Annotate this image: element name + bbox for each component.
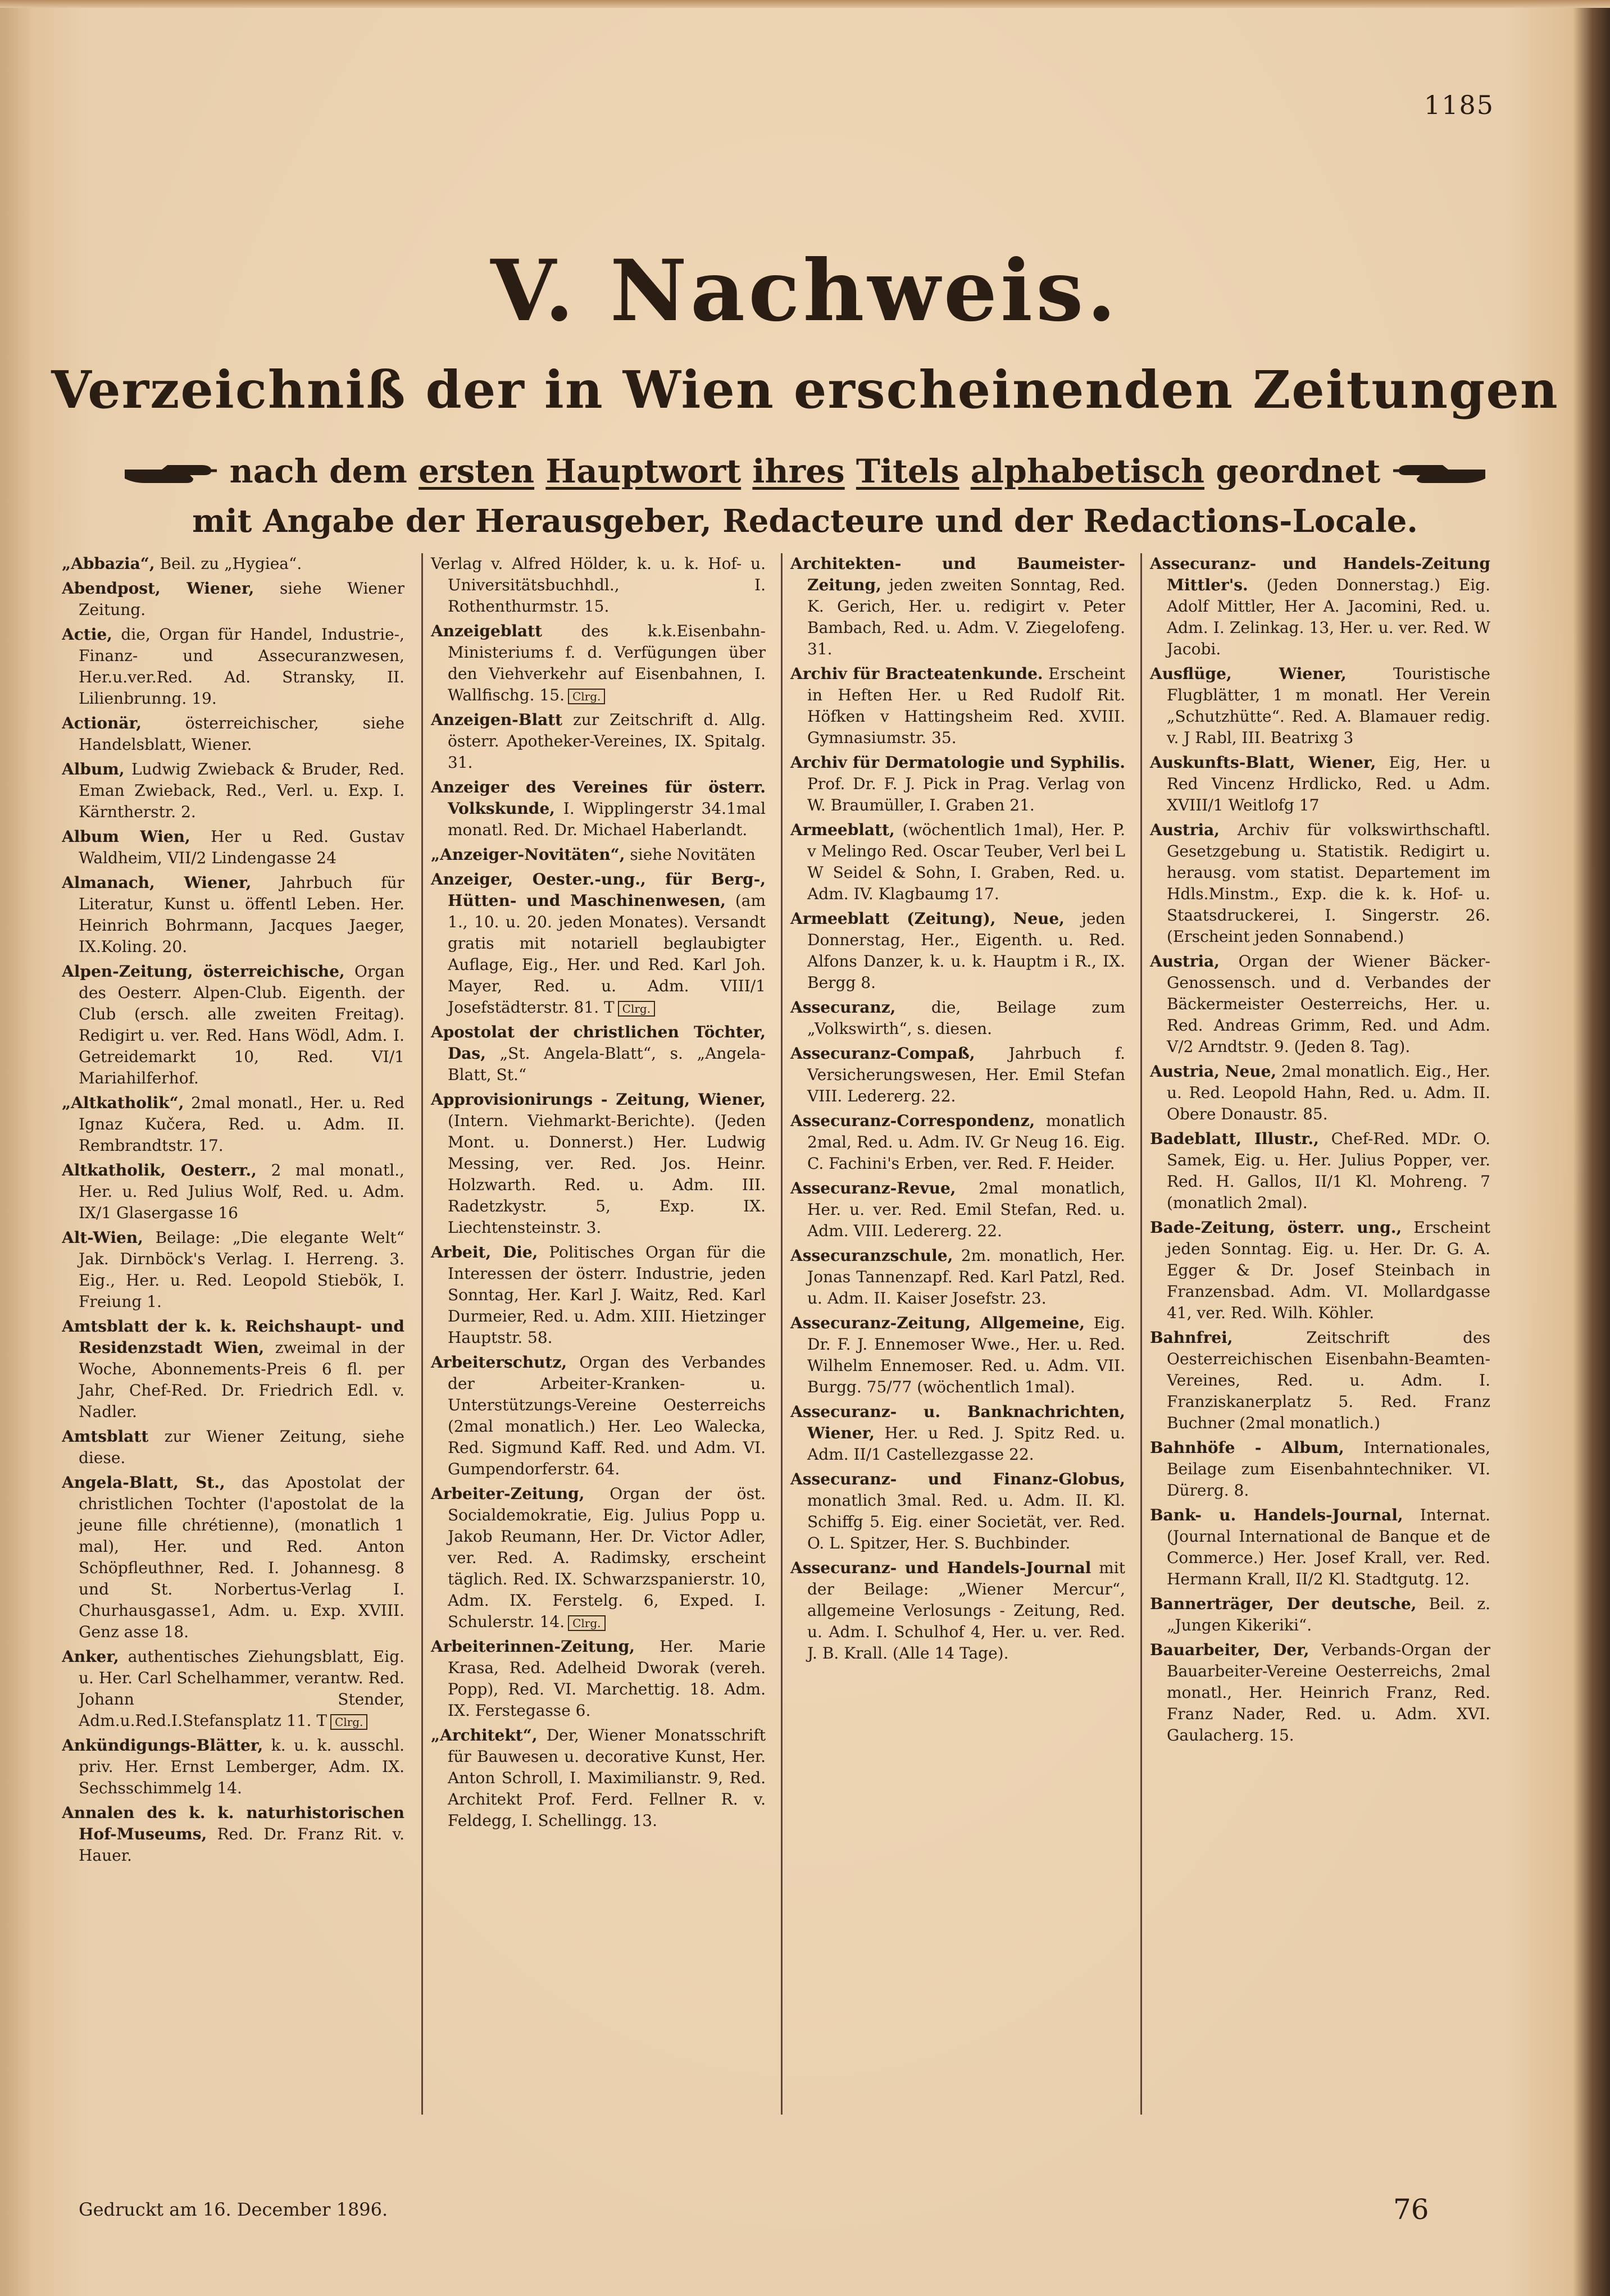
entry-text: Her. u Red. J. Spitz Red. u. Adm. II/1 Castellezgasse 22. xyxy=(807,1424,1125,1464)
entry-heading: Arbeiter-Zeitung, xyxy=(431,1484,585,1503)
directory-entry xyxy=(431,553,766,617)
entry-heading: Angela-Blatt, St., xyxy=(62,1473,225,1492)
directory-entry xyxy=(790,819,1125,905)
entry-heading: Alt-Wien, xyxy=(62,1228,143,1247)
entry-text: Internationales, Beilage zum Eisenbahntechniker. VI. Dürerg. 8. xyxy=(1167,1438,1490,1500)
entry-heading: Badeblatt, Illustr., xyxy=(1150,1129,1319,1148)
entry-text: Verlag v. Alfred Hölder, k. u. k. Hof- u. Universitätsbuchhdl., I. Rothenthurmstr. 15. xyxy=(431,554,766,616)
entry-heading: Assecuranz- und Handels-Zeitung Mittler's. xyxy=(1150,554,1490,594)
entry-text: Organ der Wiener Bäcker-Genossensch. und d. Verbandes der Bäckermeister Oesterreichs, Her. u. Red. Andreas Grimm, Red. und Adm. V/2 Arndtstr. 9. (Jeden 8. Tag). xyxy=(1167,952,1490,1056)
entry-text: 2 mal monatl., Her. u. Red Julius Wolf, Red. u. Adm. IX/1 Glasergasse 16 xyxy=(79,1161,404,1222)
entry-text: zur Zeitschrift d. Allg. österr. Apotheker-Vereines, IX. Spitalg. 31. xyxy=(448,710,766,772)
entry-text: Politisches Organ für die Interessen der österr. Industrie, jeden Sonntag, Her. Karl J. Waitz, Red. Karl Durmeier, Red. u. Adm. XIII. Hietzinger Hauptstr. 58. xyxy=(448,1243,766,1347)
entry-heading: „Architekt“, xyxy=(431,1726,538,1744)
directory-entry xyxy=(790,908,1125,994)
entry-heading: Assecuranzschule, xyxy=(790,1246,953,1265)
directory-entry xyxy=(790,1245,1125,1309)
directory-entry xyxy=(431,1483,766,1633)
directory-entry xyxy=(62,1092,404,1156)
directory-entry xyxy=(790,1401,1125,1465)
entry-text: siehe Wiener Zeitung. xyxy=(79,579,404,619)
entry-text: Chef-Red. MDr. O. Samek, Eig. u. Her. Julius Popper, ver. Red. H. Gallos, II/1 Kl. Mohreng. 7 (monatlich 2mal). xyxy=(1167,1129,1490,1212)
page-edge xyxy=(0,0,1610,8)
directory-entry xyxy=(1150,819,1490,947)
directory-entry xyxy=(790,752,1125,816)
entry-text: I. Wipplingerstr 34.1mal monatl. Red. Dr. Michael Haberlandt. xyxy=(448,799,766,839)
directory-entry xyxy=(431,1242,766,1349)
entry-text: Ludwig Zwieback & Bruder, Red. Eman Zwieback, Red., Verl. u. Exp. I. Kärntherstr. 2. xyxy=(79,760,404,821)
entry-text: Zeitschrift des Oesterreichischen Eisenbahn-Beamten-Vereines, Red. u. Adm. I. Franziskanerplatz 5. Red. Franz Buchner (2mal monatlich.) xyxy=(1167,1328,1490,1432)
order-suffix: geordnet xyxy=(1216,452,1381,490)
entry-text: Prof. Dr. F. J. Pick in Prag. Verlag von W. Braumüller, I. Graben 21. xyxy=(807,775,1125,814)
directory-entry xyxy=(431,1636,766,1721)
entry-text: Internat. (Journal International de Banque et de Commerce.) Her. Josef Krall, ver. Red. Hermann Krall, II/2 Kl. Stadtgutg. 12. xyxy=(1167,1506,1490,1588)
entry-heading: Album Wien, xyxy=(62,827,190,846)
order-word-5: alphabetisch xyxy=(970,452,1205,490)
entry-heading: Anzeiger des Vereines für österr. Volkskunde, xyxy=(431,778,766,818)
entry-heading: Architekten- und Baumeister-Zeitung, xyxy=(790,554,1125,594)
directory-entry xyxy=(1150,1217,1490,1324)
directory-entry xyxy=(62,759,404,823)
entry-text: Eig, Her. u Red Vincenz Hrdlicko, Red. u Adm. XVIII/1 Weitlofg 17 xyxy=(1167,753,1490,814)
entry-text: monatlich 3mal. Red. u. Adm. II. Kl. Schiffg 5. Eig. einer Societät, ver. Red. O. L. Spitzer, Her. S. Buchbinder. xyxy=(807,1491,1125,1552)
entry-heading: Arbeit, Die, xyxy=(431,1243,538,1261)
order-word-2: Hauptwort xyxy=(545,452,742,490)
entry-heading: Assecuranz- und Finanz-Globus, xyxy=(790,1470,1125,1488)
directory-entry xyxy=(790,1110,1125,1174)
directory-entry xyxy=(431,1022,766,1086)
directory-entry xyxy=(1150,1639,1490,1746)
directory-entry xyxy=(431,709,766,773)
directory-entry xyxy=(62,1802,404,1866)
directory-entry xyxy=(62,553,404,575)
entry-heading: Ankündigungs-Blätter, xyxy=(62,1736,263,1755)
entry-text: 2mal monatlich, Her. u. ver. Red. Emil Stefan, Red. u. Adm. VIII. Ledererg. 22. xyxy=(807,1179,1125,1240)
directory-entry xyxy=(790,1313,1125,1398)
directory-entry xyxy=(62,624,404,709)
entry-heading: Approvisionirungs - Zeitung, Wiener, xyxy=(431,1090,766,1109)
directory-entry xyxy=(62,1646,404,1732)
sheet-number: 76 xyxy=(1393,2193,1429,2226)
directory-entry xyxy=(790,1178,1125,1242)
directory-entry xyxy=(62,713,404,755)
entry-text: siehe Novitäten xyxy=(625,845,756,864)
entry-text: Beil. zu „Hygiea“. xyxy=(154,554,302,573)
entry-text: Organ der öst. Socialdemokratie, Eig. Julius Popp u. Jakob Reumann, Her. Dr. Victor Adler, ver. Red. A. Radimsky, erscheint täglich. Red. IX. Schwarzspanierstr. 10, Adm. IX. Ferstelg. 6, Exped. I. Schulerstr. 14. xyxy=(448,1484,766,1631)
directory-entry xyxy=(1150,663,1490,749)
entry-text: zweimal in der Woche, Abonnements-Preis 6 fl. per Jahr, Chef-Red. Dr. Friedrich Edl. v. Nadler. xyxy=(79,1338,404,1421)
directory-entry xyxy=(1150,1128,1490,1214)
directory-entry xyxy=(62,1227,404,1313)
entry-heading: Austria, xyxy=(1150,821,1220,839)
directory-entry xyxy=(62,1735,404,1799)
entry-heading: Actie, xyxy=(62,625,112,644)
directory-entry xyxy=(62,1426,404,1469)
directory-entry xyxy=(1150,951,1490,1058)
entry-heading: Assecuranz-Correspondenz, xyxy=(790,1111,1035,1130)
print-date: Gedruckt am 16. December 1896. xyxy=(79,2199,388,2220)
directory-entry xyxy=(431,777,766,841)
entry-heading: Album, xyxy=(62,760,125,778)
order-prefix: nach dem xyxy=(229,452,407,490)
directory-entry xyxy=(790,553,1125,660)
entry-heading: Assecuranz-Compaß, xyxy=(790,1044,975,1063)
entry-text: authentisches Ziehungsblatt, Eig. u. Her. Carl Schelhammer, verantw. Red. Johann Stender, Adm.u.Red.I.Stefansplatz 11. T xyxy=(79,1647,404,1730)
entry-text: zur Wiener Zeitung, siehe diese. xyxy=(79,1427,404,1467)
directory-entry xyxy=(431,844,766,865)
entry-text: Her u Red. Gustav Waldheim, VII/2 Lindengasse 24 xyxy=(79,827,404,867)
entry-heading: Anzeigen-Blatt xyxy=(431,710,563,729)
directory-columns xyxy=(62,553,1489,2115)
entry-heading: Archiv für Dermatologie und Syphilis. xyxy=(790,753,1125,772)
order-word-1: ersten xyxy=(419,452,535,490)
pointing-hand-left-icon xyxy=(1392,462,1488,486)
order-line xyxy=(0,452,1610,490)
directory-entry xyxy=(1150,1505,1490,1590)
directory-entry xyxy=(431,621,766,706)
clrg-badge: Clrg. xyxy=(568,689,605,704)
entry-text: monatlich 2mal, Red. u. Adm. IV. Gr Neug 16. Eig. C. Fachini's Erben, ver. Red. F. Heider. xyxy=(807,1111,1125,1173)
directory-entry xyxy=(1150,1437,1490,1501)
directory-entry xyxy=(1150,752,1490,816)
entry-text: 2mal monatlich. Eig., Her. u. Red. Leopold Hahn, Red. u. Adm. II. Obere Donaustr. 85. xyxy=(1167,1062,1490,1123)
clrg-badge: Clrg. xyxy=(568,1615,605,1631)
entry-heading: Assecuranz- und Handels-Journal xyxy=(790,1559,1091,1577)
entry-heading: Anzeigeblatt xyxy=(431,622,543,640)
entry-heading: Armeeblatt (Zeitung), Neue, xyxy=(790,909,1065,928)
entry-text: jeden zweiten Sonntag, Red. K. Gerich, Her. u. redigirt v. Peter Bambach, Red. u. Adm. V. Ziegelofeng. 31. xyxy=(807,576,1125,658)
entry-text: österreichischer, siehe Handelsblatt, Wiener. xyxy=(79,714,404,754)
entry-text: Jahrbuch für Literatur, Kunst u. öffentl Leben. Her. Heinrich Bohrmann, Jacques Jaeger, IX.Koling. 20. xyxy=(79,873,404,956)
directory-entry xyxy=(62,1472,404,1643)
entry-heading: Alpen-Zeitung, österreichische, xyxy=(62,962,345,981)
entry-text: (Jeden Donnerstag.) Eig. Adolf Mittler, Her A. Jacomini, Red. u. Adm. I. Zelinkag. 13, Her. u. ver. Red. W Jacobi. xyxy=(1167,576,1490,658)
entry-text: 2m. monatlich, Her. Jonas Tannenzapf. Red. Karl Patzl, Red. u. Adm. II. Kaiser Josefstr. 23. xyxy=(807,1246,1125,1308)
entry-heading: Bade-Zeitung, österr. ung., xyxy=(1150,1218,1402,1237)
directory-entry xyxy=(1150,1061,1490,1125)
directory-entry xyxy=(431,1725,766,1832)
entry-text: Organ des Oesterr. Alpen-Club. Eigenth. der Club (ersch. alle zweiten Freitag). Redigirt u. ver. Red. Hans Wödl, Adm. I. Getreidemarkt 10, Red. VI/1 Mariahilferhof. xyxy=(79,962,404,1087)
clrg-badge: Clrg. xyxy=(618,1001,655,1017)
entry-heading: Archiv für Bracteatenkunde. xyxy=(790,664,1043,683)
entry-heading: Assecuranz-Revue, xyxy=(790,1179,956,1197)
entry-heading: Arbeiterschutz, xyxy=(431,1353,567,1372)
entry-text: 2mal monatl., Her. u. Red Ignaz Kučera, Red. u. Adm. II. Rembrandtstr. 17. xyxy=(79,1094,404,1155)
directory-entry xyxy=(431,869,766,1018)
page-subtitle: Verzeichniß der in Wien erscheinenden Zeitungen xyxy=(51,359,1559,420)
entry-heading: Bahnhöfe - Album, xyxy=(1150,1438,1344,1457)
directory-entry xyxy=(431,1089,766,1238)
entry-text: Beil. z. „Jungen Kikeriki“. xyxy=(1167,1595,1490,1634)
entry-text: Touristische Flugblätter, 1 m monatl. Her Verein „Schutzhütte“. Red. A. Blamauer redig. v. J Rabl, III. Beatrixg 3 xyxy=(1167,664,1490,747)
directory-entry xyxy=(1150,1327,1490,1434)
entry-text: Verbands-Organ der Bauarbeiter-Vereine Oesterreichs, 2mal monatl., Her. Heinrich Franz, Red. Franz Nader, Red. u. Adm. XVI. Gaulacherg. 15. xyxy=(1167,1641,1490,1744)
entry-heading: Armeeblatt, xyxy=(790,821,895,839)
entry-heading: „Altkatholik“, xyxy=(62,1094,184,1112)
entry-text: (am 1., 10. u. 20. jeden Monates). Versandt gratis mit notariell beglaubigter Auflage, Eig., Her. und Red. Karl Joh. Mayer, Red. u. Adm. VIII/1 Josefstädterstr. 81. T xyxy=(448,891,766,1017)
entry-heading: Assecuranz, xyxy=(790,998,896,1017)
entry-heading: Actionär, xyxy=(62,714,142,732)
directory-entry xyxy=(1150,1593,1490,1636)
chapter-title: V. Nachweis. xyxy=(490,242,1120,340)
order-word-4: Titels xyxy=(856,452,959,490)
directory-entry xyxy=(790,1469,1125,1554)
entry-heading: Ausflüge, Wiener, xyxy=(1150,664,1347,683)
entry-heading: Austria, Neue, xyxy=(1150,1062,1277,1081)
entry-heading: Amtsblatt xyxy=(62,1427,149,1446)
entry-text: die, Organ für Handel, Industrie-, Finanz- und Assecuranzwesen, Her.u.ver.Red. Ad. Stransky, II. Lilienbrunng. 19. xyxy=(79,625,404,708)
entry-text: Jahrbuch f. Versicherungswesen, Her. Emil Stefan VIII. Ledererg. 22. xyxy=(807,1044,1125,1105)
entry-text: „St. Angela-Blatt“, s. „Angela-Blatt, St.“ xyxy=(448,1044,766,1084)
entry-text: k. u. k. ausschl. priv. Her. Ernst Lemberger, Adm. IX. Sechsschimmelg 14. xyxy=(79,1736,404,1797)
clrg-badge: Clrg. xyxy=(330,1714,367,1730)
entry-heading: „Abbazia“, xyxy=(62,554,155,573)
info-line: mit Angabe der Herausgeber, Redacteure und der Redactions-Locale. xyxy=(192,503,1418,540)
entry-heading: Abendpost, Wiener, xyxy=(62,579,254,598)
directory-entry xyxy=(1150,553,1490,660)
entry-heading: Apostolat der christlichen Töchter, Das, xyxy=(431,1023,766,1063)
entry-text: jeden Donnerstag, Her., Eigenth. u. Red. Alfons Danzer, k. u. k. Hauptm i R., IX. Bergg 8. xyxy=(807,909,1125,992)
pointing-hand-right-icon xyxy=(122,462,218,486)
entry-text: Beilage: „Die elegante Welt“ Jak. Dirnböck's Verlag. I. Herreng. 3. Eig., Her. u. Red. Leopold Stiebök, I. Freiung 1. xyxy=(79,1228,404,1311)
entry-text: des k.k.Eisenbahn-Ministeriums f. d. Verfügungen über den Viehverkehr auf Eisenbahnen, I. Wallfischg. 15. xyxy=(448,622,766,704)
entry-text: Her. Marie Krasa, Red. Adelheid Dworak (vereh. Popp), Red. VI. Marchettig. 18. Adm. IX. Ferstegasse 6. xyxy=(448,1637,766,1720)
entry-heading: Assecuranz-Zeitung, Allgemeine, xyxy=(790,1314,1085,1332)
column-4 xyxy=(1140,553,1490,2115)
directory-entry xyxy=(62,1316,404,1423)
entry-text: Red. Dr. Franz Rit. v. Hauer. xyxy=(79,1825,404,1865)
entry-heading: Assecuranz- u. Banknachrichten, Wiener, xyxy=(790,1402,1125,1442)
entry-text: Eig. Dr. F. J. Ennemoser Wwe., Her. u. Red. Wilhelm Ennemoser. Red. u. Adm. VII. Burgg. 75/77 (wöchentlich 1mal). xyxy=(807,1314,1125,1396)
page-number: 1185 xyxy=(1423,90,1494,120)
entry-heading: Almanach, Wiener, xyxy=(62,873,252,892)
directory-entry xyxy=(62,826,404,869)
directory-entry xyxy=(431,1352,766,1480)
directory-entry xyxy=(790,663,1125,749)
directory-entry xyxy=(790,1043,1125,1107)
directory-entry xyxy=(62,1160,404,1224)
entry-text: die, Beilage zum „Volkswirth“, s. diesen. xyxy=(807,998,1125,1038)
entry-heading: Amtsblatt der k. k. Reichshaupt- und Residenzstadt Wien, xyxy=(62,1317,404,1357)
entry-text: das Apostolat der christlichen Tochter (l'apostolat de la jeune fille chrétienne), (monatlich 1 mal), Her. und Red. Anton Schöpfleuthner, Red. I. Johannesg. 8 und St. Norbertus-Verlag I. Churhausgasse1, Adm. u. Exp. XVIII. Genz asse 18. xyxy=(79,1473,404,1641)
entry-heading: Altkatholik, Oesterr., xyxy=(62,1161,257,1179)
column-1 xyxy=(62,553,404,2115)
directory-entry xyxy=(62,578,404,621)
directory-entry xyxy=(790,1557,1125,1664)
entry-text: Organ des Verbandes der Arbeiter-Kranken- u. Unterstützungs-Vereine Oesterreichs (2mal monatlich.) Her. Leo Walecka, Red. Sigmund Kaff. Red. und Adm. VI. Gumpendorferstr. 64. xyxy=(448,1353,766,1478)
entry-text: Erscheint jeden Sonntag. Eig. u. Her. Dr. G. A. Egger & Dr. Josef Steinbach in Franzensbad. Adm. VI. Mollardgasse 41, ver. Red. Wilh. Köhler. xyxy=(1167,1218,1490,1322)
entry-heading: Bahnfrei, xyxy=(1150,1328,1233,1347)
entry-text: Archiv für volkswirthschaftl. Gesetzgebung u. Statistik. Redigirt u. herausg. vom statist. Departement im Hdls.Minstm., Exp. die k. k. Hof- u. Staatsdruckerei, I. Singerstr. 26. (Erscheint jeden Sonnabend.) xyxy=(1167,821,1490,946)
entry-heading: Auskunfts-Blatt, Wiener, xyxy=(1150,753,1376,772)
entry-heading: Arbeiterinnen-Zeitung, xyxy=(431,1637,635,1656)
entry-text: Erscheint in Heften Her. u Red Rudolf Rit. Höfken v Hattingsheim Red. XVIII. Gymnasiumstr. 35. xyxy=(807,664,1125,747)
directory-entry xyxy=(62,872,404,958)
column-3 xyxy=(781,553,1125,2115)
entry-heading: Bannerträger, Der deutsche, xyxy=(1150,1595,1417,1613)
entry-text: Der, Wiener Monatsschrift für Bauwesen u. decorative Kunst, Her. Anton Schroll, I. Maximilianstr. 9, Red. Architekt Prof. Ferd. Fellner R. v. Feldegg, I. Schellingg. 13. xyxy=(448,1726,766,1830)
order-word-3: ihres xyxy=(752,452,845,490)
directory-entry xyxy=(790,997,1125,1040)
entry-text: mit der Beilage: „Wiener Mercur“, allgemeine Verlosungs - Zeitung, Red. u. Adm. I. Schulhof 4, Her. u. ver. Red. J. B. Krall. (Alle 14 Tage). xyxy=(807,1559,1125,1662)
entry-heading: Anker, xyxy=(62,1647,119,1666)
entry-heading: Bauarbeiter, Der, xyxy=(1150,1641,1309,1659)
column-2 xyxy=(421,553,766,2115)
entry-heading: Bank- u. Handels-Journal, xyxy=(1150,1506,1403,1524)
entry-text: (wöchentlich 1mal), Her. P. v Melingo Red. Oscar Teuber, Verl bei L W Seidel & Sohn, I. Graben, Red. u. Adm. IV. Klagbaumg 17. xyxy=(807,821,1125,903)
entry-text: (Intern. Viehmarkt-Berichte). (Jeden Mont. u. Donnerst.) Her. Ludwig Messing, ver. Red. Jos. Heinr. Holzwarth. Red. u. Adm. III. Radetzkystr. 5, Exp. IX. Liechtensteinstr. 3. xyxy=(448,1111,766,1237)
entry-heading: Austria, xyxy=(1150,952,1220,971)
entry-heading: Annalen des k. k. naturhistorischen Hof-Museums, xyxy=(62,1803,404,1843)
directory-entry xyxy=(62,961,404,1089)
entry-heading: Anzeiger, Oester.-ung., für Berg-, Hütten- und Maschinenwesen, xyxy=(431,870,766,910)
entry-heading: „Anzeiger-Novitäten“, xyxy=(431,845,625,864)
